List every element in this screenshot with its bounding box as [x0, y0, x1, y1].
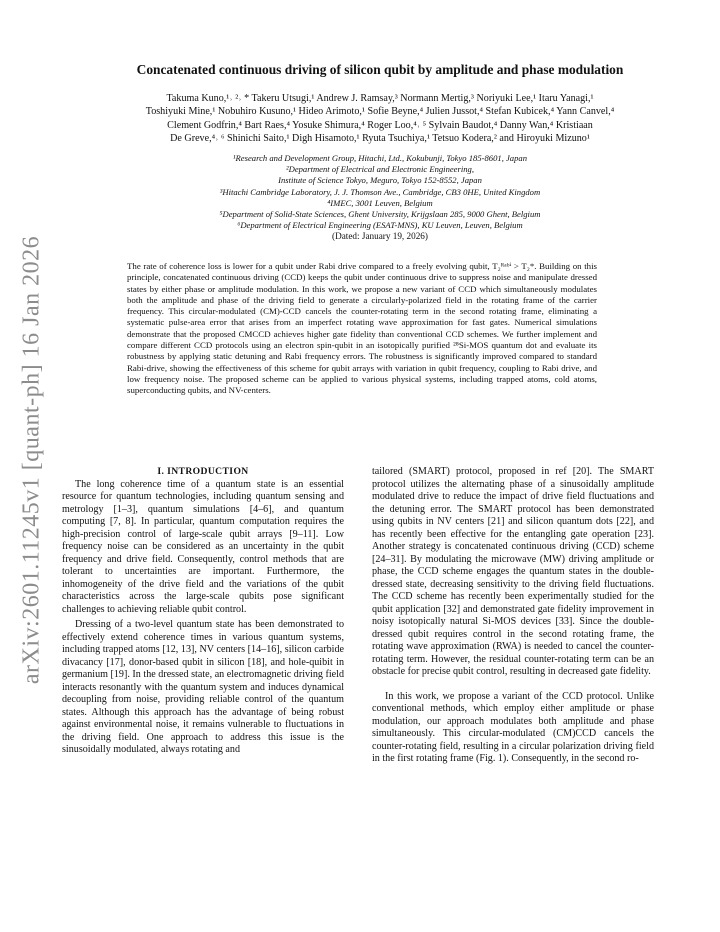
affiliation-line: ⁵Department of Solid-State Sciences, Ghent University, Krijgslaan 285, 9000 Ghent, Belgium: [219, 209, 541, 220]
affiliation-line: ⁶Department of Electrical Engineering (ESAT-MNS), KU Leuven, Leuven, Belgium: [237, 220, 523, 231]
affiliation-line: ²Department of Electrical and Electronic Engineering,: [286, 164, 474, 175]
affiliation-line: ¹Research and Development Group, Hitachi, Ltd., Kokubunji, Tokyo 185-8601, Japan: [232, 153, 527, 163]
author-line: Takuma Kuno,¹˒ ²˒ * Takeru Utsugi,¹ Andrew J. Ramsay,³ Normann Mertig,³ Noriyuki Lee,¹ Itaru Yanagi,¹: [166, 93, 594, 104]
author-list: [60, 92, 700, 145]
author-line: De Greve,⁴˒ ⁶ Shinichi Saito,¹ Digh Hisamoto,¹ Ryuta Tsuchiya,¹ Tetsuo Kodera,² and Hiroyuki Mizuno¹: [170, 132, 590, 144]
dated-line: (Dated: January 19, 2026): [332, 231, 428, 242]
arxiv-sidebar-stamp: [14, 235, 50, 685]
body-paragraph: In this work, we propose a variant of the CCD protocol. Unlike conventional methods, which employ either amplitude or phase modulation, our approach modulates both amplitude and phase simultaneously. This circular-modulated (CM)CCD cancels the counter-rotating field, resulting in a circular polarization driving field in the first rotating frame (Fig. 1). Consequently, in the second ro-: [372, 690, 654, 764]
body-paragraph: tailored (SMART) protocol, proposed in ref [20]. The SMART protocol utilizes the alternating phase of a sinusoidally amplitude modulated drive to reduce the impact of drive field fluctuations and the detuning error. The SMART protocol has been demonstrated using qubits in NV centers [21] and silicon quantum dots [22], and has recently been effective for the entangling gate operation [23]. Another strategy is concatenated continuous driving (CCD) scheme [24–31]. By modulating the microwave (MW) driving amplitude or phase, the CCD scheme engages the quantum states in the double-dressed state, decreasing sensitivity to the driving field fluctuations. The CCD scheme has recently been experimentally studied for the qubit application [32] and demonstrated gate fidelity improvement in noisy isotopically natural Si-MOS devices [33]. Since the double-dressed qubit requires control in the second rotating frame, the rotating wave approximation (RWA) is needed to cancel the counter-rotating term. However, the residual counter-rotating term can be an obstacle for precise qubit control, resulting in decreased gate fidelity.: [372, 466, 654, 677]
body-paragraph: The long coherence time of a quantum state is an essential resource for quantum technologies, including quantum sensing and metrology [1–3], quantum simulations [4–6], and quantum computing [7, 8]. In particular, quantum computation requires the high-precision control of large-scale qubit arrays [9–11]. Low frequency noise can be considered as an uncertainty in the qubit frequency and drive field. Consequently, control methods that are tolerant to uncertainties are important. Furthermore, the inhomogeneity of the drive field and the variations of the qubit characteristics across the large-scale qubits pose significant challenges to achieving reliable qubit control.: [62, 478, 344, 615]
affiliation-list: [60, 153, 700, 243]
body-paragraph: Dressing of a two-level quantum state has been demonstrated to effectively extend coherence times in various quantum systems, including trapped atoms [12, 13], NV centers [14–16], silicon carbide divacancy [17], donor-based qubit in silicon [18], and hole-quibit in germanium [19]. In the dressed state, an electromagnetic driving field interacts resonantly with the quantum system and induces dynamical decoupling from noise, providing reliable control of the quantum states. Although this approach has the advantage of being robust against environmental noise, it remains vulnerable to fluctuations in the driving field. One approach to address this issue is the sinusoidally modulated, always rotating and: [62, 619, 344, 755]
right-column: [372, 466, 654, 766]
affiliation-line: Institute of Science Tokyo, Meguro, Tokyo 152-8552, Japan: [278, 175, 482, 186]
affiliation-line: ⁴IMEC, 3001 Leuven, Belgium: [327, 197, 433, 208]
author-line: Toshiyuki Mine,¹ Nobuhiro Kusuno,¹ Hideo Arimoto,¹ Sofie Beyne,⁴ Julien Jussot,⁴ Stefan Kubicek,⁴ Yann Canvel,⁴: [145, 106, 615, 118]
affiliation-line: ³Hitachi Cambridge Laboratory, J. J. Thomson Ave., Cambridge, CB3 0HE, United Kingdom: [219, 186, 541, 197]
arxiv-identifier: arXiv:2601.11245v1 [quant-ph] 16 Jan 2026: [18, 235, 45, 685]
author-line: Clement Godfrin,⁴ Bart Raes,⁴ Yosuke Shimura,⁴ Roger Loo,⁴˒ ⁵ Sylvain Baudot,⁴ Danny Wan,⁴ Kristiaan: [167, 119, 593, 131]
section-heading: I. INTRODUCTION: [157, 466, 249, 477]
left-column: [62, 466, 344, 757]
abstract: The rate of coherence loss is lower for a qubit under Rabi drive compared to a freely evolving qubit, T₂ᴿᵃᵇⁱ > T₂*. Building on this principle, concatenated continuous driving (CCD) keeps the qubit under continuous drive to suppress noise and manipulate dressed states by either phase or amplitude modulation. In this work, we propose a new variant of CCD which simultaneously modulates both the amplitude and phase of the driving field to generate a circularly-polarized field in the rotating frame of the carrier frequency. This circular-modulated (CM)-CCD cancels the counter-rotating term in the second rotating frame, eliminating a systematic pulse-area error that arises from an imperfect rotating wave approximation for fast gates. Numerical simulations demonstrate that the proposed CMCCD achieves higher gate fidelity than conventional CCD schemes. We further implement and compare different CCD protocols using an electron spin-qubit in an isotopically purified ²⁸Si-MOS quantum dot and evaluate its robustness by applying static detuning and Rabi frequency errors. The robustness is significantly improved compared to standard Rabi-drive, showing the effectiveness of this scheme for qubit arrays with variation in qubit frequency, coupling to Rabi drive, and low frequency noise. The proposed scheme can be applied to various physical systems, including trapped atoms, cold atoms, superconducting qubits, and NV-centers.: [127, 261, 597, 396]
paper-title: Concatenated continuous driving of silicon qubit by amplitude and phase modulation: [136, 62, 624, 77]
